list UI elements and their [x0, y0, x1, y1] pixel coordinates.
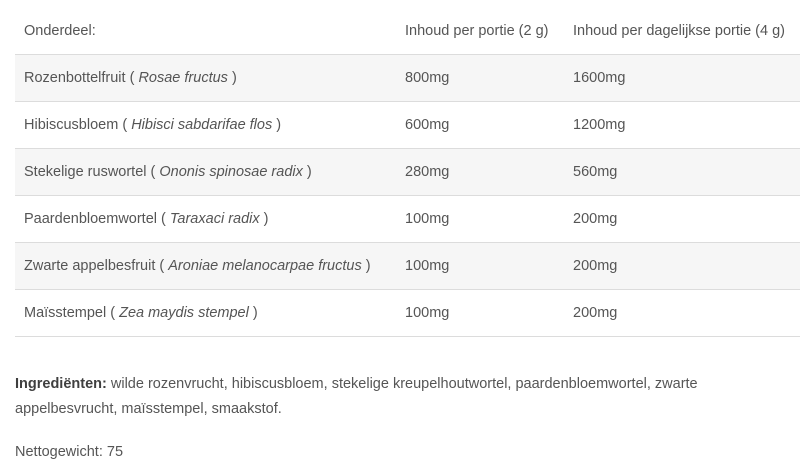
per-portion-cell: 600mg [396, 102, 564, 149]
component-name: Stekelige ruswortel [24, 164, 147, 180]
table-header-row [15, 8, 800, 55]
component-name: Rozenbottelfruit [24, 70, 126, 86]
ingredients-label: Ingrediënten: [15, 376, 107, 392]
net-weight-text: Nettogewicht: 75 [15, 444, 124, 460]
component-cell: Rozenbottelfruit ( Rosae fructus ) [15, 55, 396, 102]
component-latin-name: Hibisci sabdarifae flos [131, 117, 273, 133]
per-portion-cell: 100mg [396, 243, 564, 290]
component-latin-name: Taraxaci radix [169, 211, 260, 227]
table-row [15, 149, 800, 196]
per-day-cell: 200mg [564, 243, 800, 290]
component-name: Maïsstempel [24, 305, 107, 321]
component-name: Hibiscusbloem [24, 117, 119, 133]
per-day-cell: 200mg [564, 196, 800, 243]
ingredients-text: wilde rozenvrucht, hibiscusbloem, stekelige kreupelhoutwortel, paardenbloemwortel, zwarte appelbesvrucht, maïsstempel, smaakstof. [15, 376, 698, 417]
per-portion-cell: 280mg [396, 149, 564, 196]
per-portion-cell: 100mg [396, 196, 564, 243]
ingredients-paragraph [15, 372, 785, 422]
component-cell: Zwarte appelbesfruit ( Aroniae melanocarpae fructus ) [15, 243, 396, 290]
per-day-cell: 560mg [564, 149, 800, 196]
nutrition-table [15, 8, 800, 337]
component-cell: Maïsstempel ( Zea maydis stempel ) [15, 290, 396, 337]
column-header-component: Onderdeel: [15, 8, 396, 55]
per-portion-cell: 100mg [396, 290, 564, 337]
component-name: Paardenbloemwortel [24, 211, 157, 227]
table-row [15, 290, 800, 337]
component-latin-name: Ononis spinosae radix [159, 164, 303, 180]
per-day-cell: 1200mg [564, 102, 800, 149]
column-header-per-portion: Inhoud per portie (2 g) [396, 8, 564, 55]
table-row [15, 55, 800, 102]
per-portion-cell: 800mg [396, 55, 564, 102]
component-latin-name: Aroniae melanocarpae fructus [168, 258, 362, 274]
column-header-per-day: Inhoud per dagelijkse portie (4 g) [564, 8, 800, 55]
table-row [15, 243, 800, 290]
component-cell: Paardenbloemwortel ( Taraxaci radix ) [15, 196, 396, 243]
component-cell: Hibiscusbloem ( Hibisci sabdarifae flos ) [15, 102, 396, 149]
table-row [15, 196, 800, 243]
component-latin-name: Zea maydis stempel [119, 305, 249, 321]
table-row [15, 102, 800, 149]
component-cell: Stekelige ruswortel ( Ononis spinosae radix ) [15, 149, 396, 196]
component-latin-name: Rosae fructus [138, 70, 228, 86]
component-name: Zwarte appelbesfruit [24, 258, 156, 274]
per-day-cell: 200mg [564, 290, 800, 337]
per-day-cell: 1600mg [564, 55, 800, 102]
